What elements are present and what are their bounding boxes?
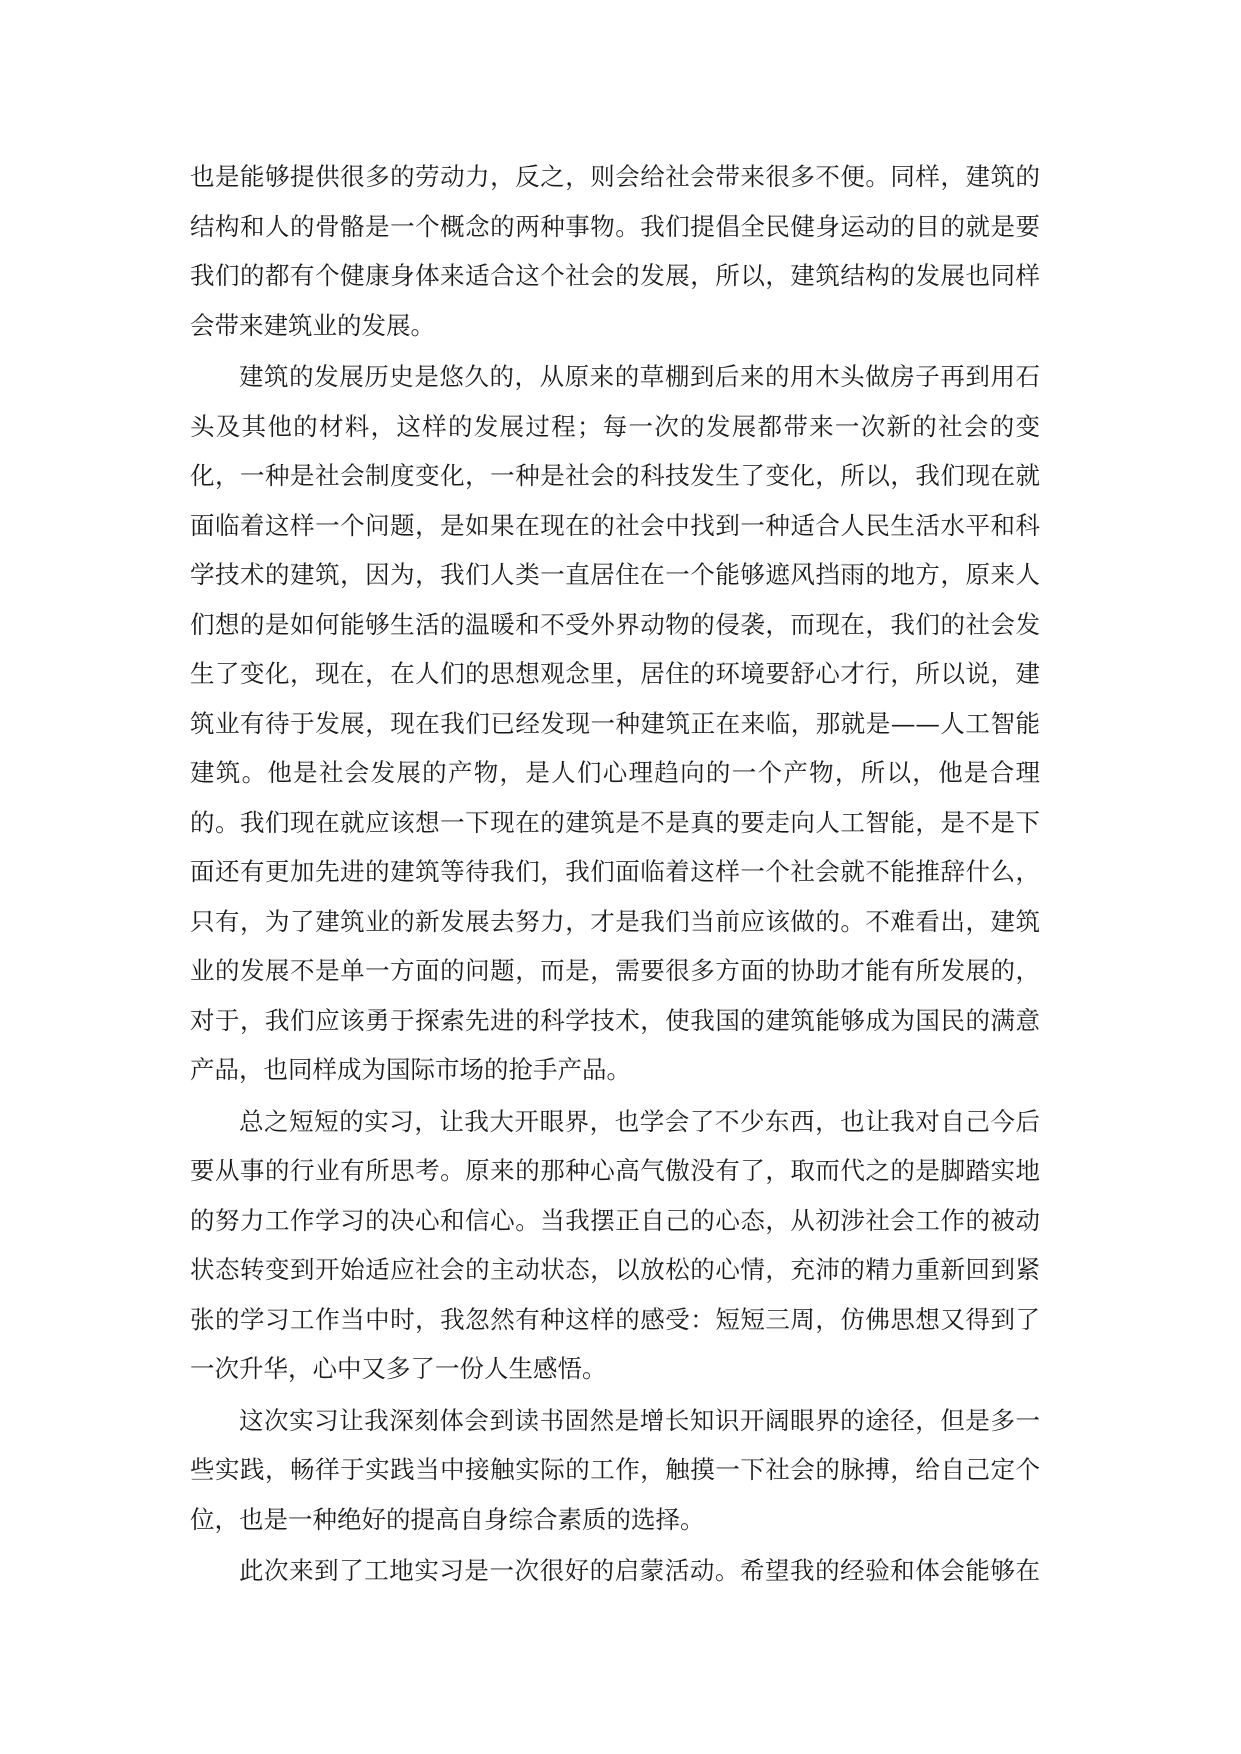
text-line: 的。我们现在就应该想一下现在的建筑是不是真的要走向人工智能，是不是下 [190,807,1040,837]
text-line: 要从事的行业有所思考。原来的那种心高气傲没有了，取而代之的是脚踏实地 [190,1156,1040,1185]
text-line: 筑业有待于发展，现在我们已经发现一种建筑正在来临，那就是——人工智能 [190,708,1040,738]
text-line: 们想的是如何能够生活的温暖和不受外界动物的侵袭，而现在，我们的社会发 [190,609,1040,639]
text-line: 一次升华，心中又多了一份人生感悟。 [190,1354,607,1383]
text-line: 头及其他的材料，这样的发展过程；每一次的发展都带来一次新的社会的变 [190,411,1040,441]
text-line: 建筑。他是社会发展的产物，是人们心理趋向的一个产物，所以，他是合理 [190,758,1040,787]
text-line: 化，一种是社会制度变化，一种是社会的科技发生了变化，所以，我们现在就 [190,461,1040,490]
text-line: 我们的都有个健康身体来适合这个社会的发展，所以，建筑结构的发展也同样 [190,261,1040,290]
paragraph-start-line: 此次来到了工地实习是一次很好的启蒙活动。希望我的经验和体会能够在 [239,1556,1040,1585]
paragraph-start-line: 总之短短的实习，让我大开眼界，也学会了不少东西，也让我对自己今后 [239,1106,1040,1136]
document-body [190,152,1040,1596]
text-line: 位，也是一种绝好的提高自身综合素质的选择。 [190,1504,705,1534]
text-line: 会带来建筑业的发展。 [190,310,435,340]
text-line: 些实践，畅徉于实践当中接触实际的工作，触摸一下社会的脉搏，给自己定个 [190,1455,1040,1484]
text-line: 只有，为了建筑业的新发展去努力，才是我们当前应该做的。不难看出，建筑 [190,906,1040,936]
text-line: 面临着这样一个问题，是如果在现在的社会中找到一种适合人民生活水平和科 [190,510,1040,540]
text-line: 生了变化，现在，在人们的思想观念里，居住的环境要舒心才行，所以说，建 [190,659,1040,688]
text-line: 面还有更加先进的建筑等待我们，我们面临着这样一个社会就不能推辞什么， [190,857,1040,886]
paragraph-start-line: 建筑的发展历史是悠久的，从原来的草棚到后来的用木头做房子再到用石 [239,362,1040,391]
text-line: 对于，我们应该勇于探索先进的科学技术，使我国的建筑能够成为国民的满意 [190,1005,1040,1035]
text-line: 学技术的建筑，因为，我们人类一直居住在一个能够遮风挡雨的地方，原来人 [190,560,1040,589]
text-line: 张的学习工作当中时，我忽然有种这样的感受：短短三周，仿佛思想又得到了 [190,1304,1040,1334]
text-line: 业的发展不是单一方面的问题，而是，需要很多方面的协助才能有所发展的， [190,956,1040,985]
text-line: 产品，也同样成为国际市场的抢手产品。 [190,1055,631,1084]
text-line: 结构和人的骨骼是一个概念的两种事物。我们提倡全民健身运动的目的就是要 [190,211,1040,241]
text-line: 状态转变到开始适应社会的主动状态，以放松的心情，充沛的精力重新回到紧 [190,1255,1040,1284]
text-line: 的努力工作学习的决心和信心。当我摆正自己的心态，从初涉社会工作的被动 [190,1205,1040,1235]
paragraph-start-line: 这次实习让我深刻体会到读书固然是增长知识开阔眼界的途径，但是多一 [239,1405,1040,1435]
text-line: 也是能够提供很多的劳动力，反之，则会给社会带来很多不便。同样，建筑的 [190,162,1040,191]
